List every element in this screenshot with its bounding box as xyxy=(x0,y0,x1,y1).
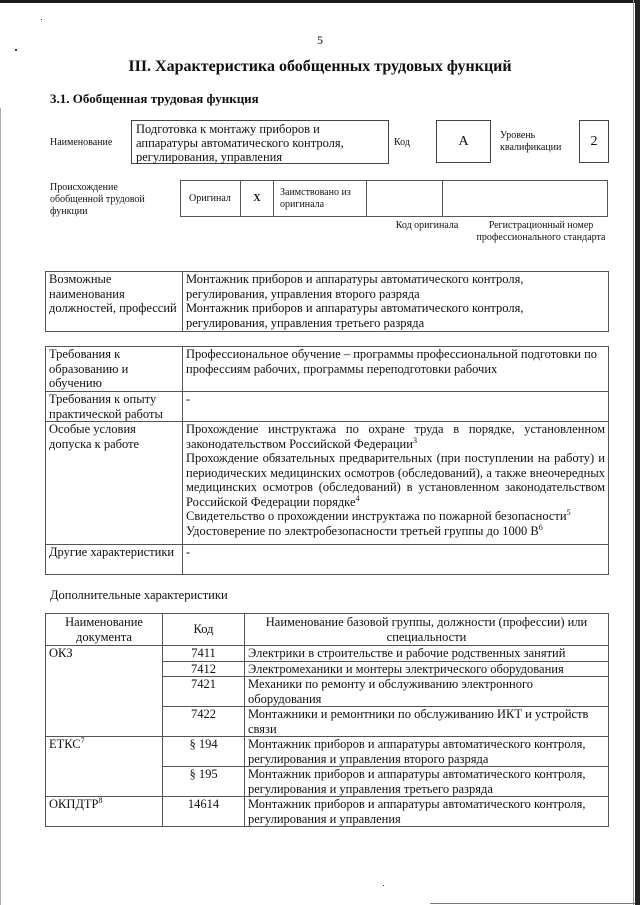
code-cell: 14614 xyxy=(163,797,245,827)
origin-label: Происхождение обобщенной трудовой функции xyxy=(50,182,145,217)
scan-speck xyxy=(383,885,384,886)
position-item: Монтажник приборов и аппаратуры автоматического контроля, регулирования, управления третьего разряда xyxy=(186,301,524,330)
name-cell: Электрики в строительстве и рабочие родственных занятий xyxy=(245,646,609,662)
requirements-table xyxy=(45,346,609,575)
document-cell: ОКЗ xyxy=(46,646,163,737)
name-cell: Монтажник приборов и аппаратуры автоматического контроля, регулирования и управления xyxy=(245,797,609,827)
scan-edge-right xyxy=(635,0,640,905)
document-cell: ОКПДТР$^8$ xyxy=(46,797,163,827)
scan-edge-right-line xyxy=(633,0,634,905)
name-cell: Механики по ремонту и обслуживанию электронного оборудования xyxy=(245,677,609,707)
requirement-label: Требования к опыту практической работы xyxy=(46,392,183,422)
origin-registration-cell xyxy=(443,181,607,216)
footnote-ref[interactable]: 4 xyxy=(355,493,360,503)
origin-code-cell xyxy=(367,181,443,216)
code-label: Код xyxy=(394,137,410,148)
table-row xyxy=(46,422,609,545)
additional-title: Дополнительные характеристики xyxy=(50,588,228,602)
column-header: Наименование базовой группы, должности (профессии) или специальности xyxy=(245,614,609,646)
code-cell: § 194 xyxy=(163,737,245,767)
code-cell: § 195 xyxy=(163,767,245,797)
name-cell: Монтажник приборов и аппаратуры автоматического контроля, регулирования и управления третьего разряда xyxy=(245,767,609,797)
subsection-title: 3.1. Обобщенная трудовая функция xyxy=(50,91,259,106)
column-header: Код xyxy=(163,614,245,646)
table-row xyxy=(46,797,609,827)
footnote-ref[interactable]: 7 xyxy=(80,735,85,745)
position-item: Монтажник приборов и аппаратуры автоматического контроля, регулирования, управления второго разряда xyxy=(186,272,524,301)
requirement-label: Особые условия допуска к работе xyxy=(46,422,183,545)
requirement-line: Прохождение инструктажа по охране труда в порядке, установленном законодательством Российской Федерации$^3$ xyxy=(186,422,605,451)
requirement-value: - xyxy=(183,545,609,575)
table-row xyxy=(46,737,609,767)
requirement-line: Прохождение обязательных предварительных (при поступлении на работу) и периодических медицинских осмотров (обследований), а также внеочередных медицинских осмотров (обследований) в установленном законодательством Российской Федерации порядке$^4$ xyxy=(186,451,605,509)
table-row xyxy=(46,347,609,392)
registration-number-caption: Регистрационный номер профессионального стандарта xyxy=(476,220,606,243)
document-cell: ЕТКС$^7$ xyxy=(46,737,163,797)
additional-table xyxy=(45,613,609,827)
section-title: III. Характеристика обобщенных трудовых функций xyxy=(128,58,512,75)
column-header: Наименование документа xyxy=(46,614,163,646)
qualification-level-field: 2 xyxy=(579,120,609,163)
positions-label: Возможные наименования должностей, профессий xyxy=(46,272,183,332)
origin-original-label: Оригинал xyxy=(181,181,241,216)
requirement-value: - xyxy=(183,392,609,422)
name-cell: Монтажник приборов и аппаратуры автоматического контроля, регулирования и управления второго разряда xyxy=(245,737,609,767)
origin-table xyxy=(180,180,608,217)
table-row xyxy=(46,392,609,422)
qualification-level-label: Уровень квалификации xyxy=(500,130,562,153)
code-cell: 7421 xyxy=(163,677,245,707)
footnote-ref[interactable]: 5 xyxy=(566,507,571,517)
scan-speck xyxy=(41,19,42,20)
scan-edge-bottom xyxy=(430,903,635,904)
function-code-field: A xyxy=(436,120,491,163)
requirement-label: Требования к образованию и обучению xyxy=(46,347,183,392)
page-number: 5 xyxy=(317,33,323,47)
table-row xyxy=(46,545,609,575)
scan-edge-top xyxy=(0,0,640,3)
positions-table xyxy=(45,271,609,332)
requirement-value xyxy=(183,422,609,545)
requirement-line: Свидетельство о прохождении инструктажа по пожарной безопасности$^5$ xyxy=(186,507,571,523)
scan-speck xyxy=(15,49,17,51)
scan-edge-left xyxy=(0,108,1,905)
table-row xyxy=(46,646,609,662)
code-cell: 7412 xyxy=(163,661,245,677)
footnote-ref[interactable]: 6 xyxy=(538,522,543,532)
name-label: Наименование xyxy=(50,137,113,148)
code-cell: 7411 xyxy=(163,646,245,662)
requirement-line: Удостоверение по электробезопасности третьей группы до 1000 $В^6$ xyxy=(186,522,543,538)
table-header-row xyxy=(46,614,609,646)
function-name-field: Подготовка к монтажу приборов и аппаратуры автоматического контроля, регулирования, управления xyxy=(131,120,389,164)
origin-original-mark: X xyxy=(241,181,274,216)
name-cell: Монтажники и ремонтники по обслуживанию ИКТ и устройств связи xyxy=(245,707,609,737)
code-cell: 7422 xyxy=(163,707,245,737)
original-code-caption: Код оригинала xyxy=(395,220,459,231)
requirement-value: Профессиональное обучение – программы профессиональной подготовки по профессиям рабочих, программы переподготовки рабочих xyxy=(183,347,609,392)
name-cell: Электромеханики и монтеры электрического оборудования xyxy=(245,661,609,677)
positions-values xyxy=(183,272,609,332)
origin-borrowed-label: Заимствовано из оригинала xyxy=(274,181,367,216)
footnote-ref[interactable]: 3 xyxy=(412,435,417,445)
footnote-ref[interactable]: 8 xyxy=(98,795,103,805)
requirement-label: Другие характеристики xyxy=(46,545,183,575)
